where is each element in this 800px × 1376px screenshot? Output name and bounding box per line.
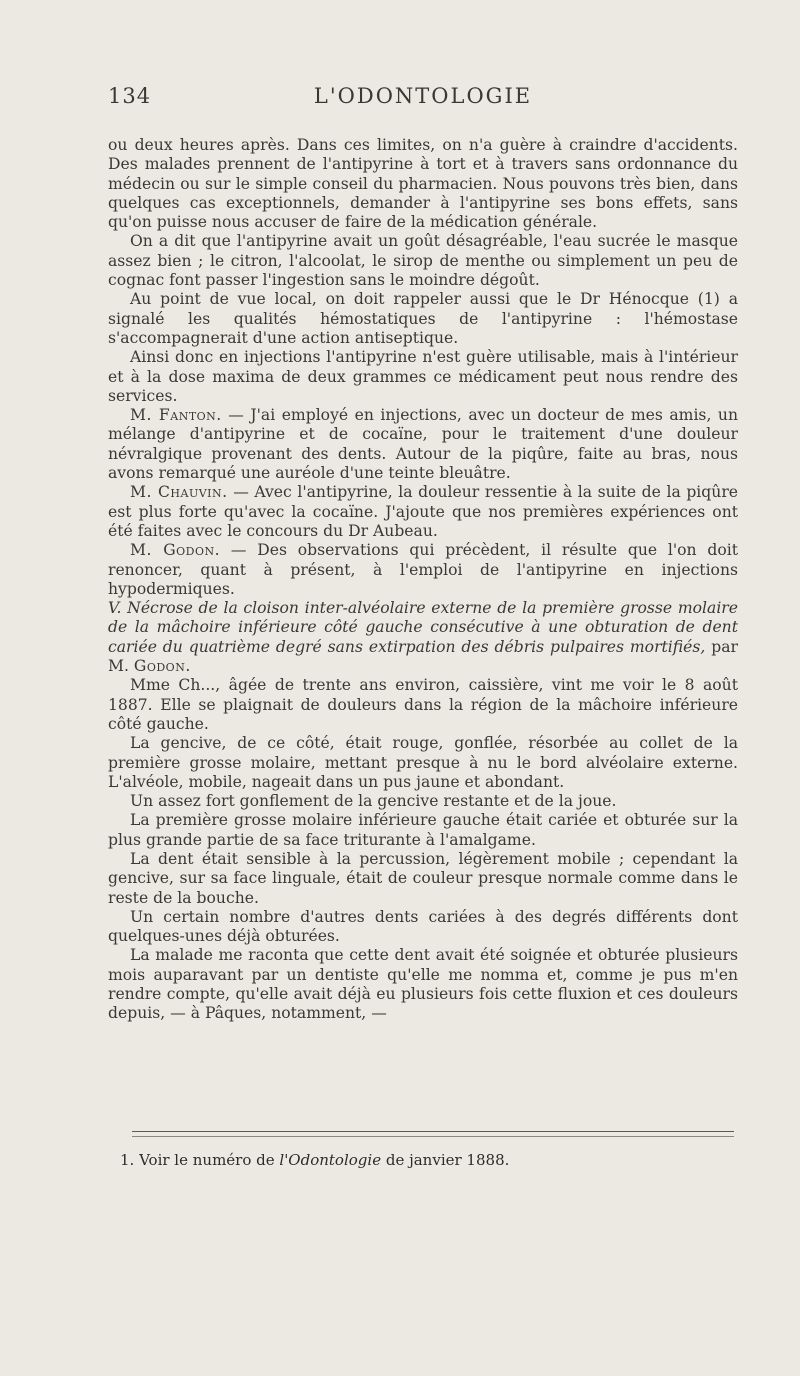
body-paragraph: Ainsi donc en injections l'antipyrine n'est guère utilisable, mais à l'intérieur et à la dose maxima de deux grammes ce médicament peut nous rendre des services. bbox=[108, 348, 738, 405]
speaker-paragraph bbox=[108, 406, 738, 483]
page-header bbox=[108, 84, 738, 116]
footnote-rule bbox=[132, 1131, 734, 1132]
footnote-journal: l'Odontologie bbox=[279, 1151, 382, 1169]
case-paragraph: Un assez fort gonflement de la gencive restante et de la joue. bbox=[130, 792, 617, 811]
footnote bbox=[120, 1151, 740, 1169]
body-paragraph: Au point de vue local, on doit rappeler aussi que le Dr Hénocque (1) a signalé les qualités hémostatiques de l'antipyrine : l'hémostase s'accompagnerait d'une action antiseptique. bbox=[108, 290, 738, 347]
running-title: L'ODONTOLOGIE bbox=[313, 84, 533, 108]
speaker-name: M. Fanton. bbox=[130, 406, 222, 425]
section-title: V. Nécrose de la cloison inter-alvéolaire externe de la première grosse molaire de la mâchoire inférieure côté gauche consécutive à une obturation de dent cariée du quatrième degré sans extirpation des débris pulpaires mortifiés, bbox=[108, 599, 738, 656]
section-heading bbox=[108, 599, 738, 676]
case-paragraph: Un certain nombre d'autres dents cariées à des degrés différents dont quelques-unes déjà obturées. bbox=[108, 907, 738, 946]
speaker-paragraph bbox=[108, 483, 738, 541]
footnote-suffix: de janvier 1888. bbox=[381, 1151, 510, 1169]
section-author: Godon. bbox=[133, 657, 191, 676]
article-body bbox=[108, 136, 738, 1024]
section-by: par M. bbox=[108, 637, 738, 676]
case-paragraph: La première grosse molaire inférieure gauche était cariée et obturée sur la plus grande partie de sa face triturante à l'amalgame. bbox=[108, 811, 738, 849]
body-paragraph: On a dit que l'antipyrine avait un goût désagréable, l'eau sucrée le masque assez bien ; le citron, l'alcoolat, le sirop de menthe ou simplement un peu de cognac font passer l'ingestion sans le moindre dégoût. bbox=[108, 232, 738, 290]
speaker-text: — Avec l'antipyrine, la douleur ressentie à la suite de la piqûre est plus forte qu'avec la cocaïne. J'ajoute que nos premières expériences ont été faites avec le concours du Dr Aubeau. bbox=[108, 483, 739, 540]
case-paragraph: Mme Ch..., âgée de trente ans environ, caissière, vint me voir le 8 août 1887. Elle se plaignait de douleurs dans la région de la mâchoire inférieure côté gauche. bbox=[108, 676, 738, 733]
body-paragraph: ou deux heures après. Dans ces limites, on n'a guère à craindre d'accidents. Des malades prennent de l'antipyrine à tort et à travers sans ordonnance du médecin ou sur le simple conseil du pharmacien. Nous pouvons très bien, dans quelques cas exceptionnels, demander à l'antipyrine ses bons effets, sans qu'on puisse nous accuser de faire de la médication générale. bbox=[108, 136, 738, 232]
footnote-prefix: 1. Voir le numéro de bbox=[120, 1151, 280, 1169]
case-paragraph: La gencive, de ce côté, était rouge, gonflée, résorbée au collet de la première grosse molaire, mettant presque à nu le bord alvéolaire externe. L'alvéole, mobile, nageait dans un pus jaune et abondant. bbox=[108, 734, 738, 791]
footnote-rule-thin bbox=[132, 1136, 734, 1137]
page-number: 134 bbox=[108, 84, 152, 108]
case-paragraph: La dent était sensible à la percussion, légèrement mobile ; cependant la gencive, sur sa face linguale, était de couleur presque normale comme dans le reste de la bouche. bbox=[108, 849, 738, 907]
speaker-paragraph bbox=[108, 541, 738, 599]
speaker-name: M. Chauvin. bbox=[130, 483, 228, 502]
speaker-text: — Des observations qui précèdent, il résulte que l'on doit renoncer, quant à présent, à l'emploi de l'antipyrine en injections hypodermiques. bbox=[108, 541, 738, 598]
case-paragraph: La malade me raconta que cette dent avait été soignée et obturée plusieurs mois auparavant par un dentiste qu'elle me nomma et, comme je pus m'en rendre compte, qu'elle avait déjà eu plusieurs fois cette fluxion et ces douleurs depuis, — à Pâques, notamment, — bbox=[108, 946, 738, 1023]
speaker-name: M. Godon. bbox=[130, 541, 221, 560]
speaker-text: — J'ai employé en injections, avec un docteur de mes amis, un mélange d'antipyrine et de cocaïne, pour le traitement d'une douleur névralgique provenant des dents. Autour de la piqûre, faite au bras, nous avons remarqué une auréole d'une teinte bleuâtre. bbox=[108, 406, 738, 483]
